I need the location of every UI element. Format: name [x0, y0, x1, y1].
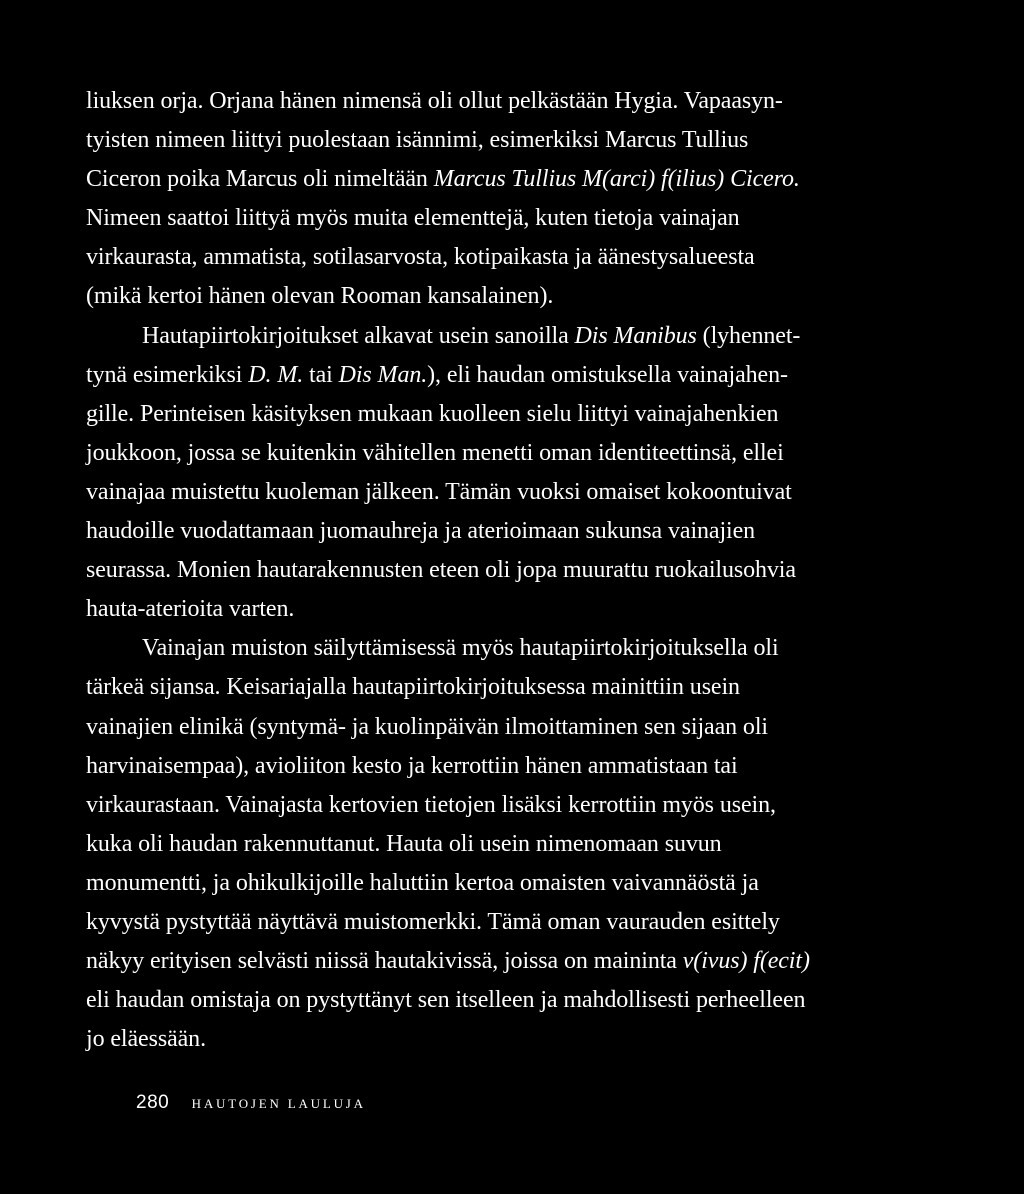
italic-text-run: Marcus Tullius M(arci) f(ilius) Cicero. — [433, 166, 800, 193]
text-run: haudoille vuodattamaan juomauhreja ja aterioimaan sukunsa vainajien — [86, 518, 756, 545]
text-line — [86, 121, 936, 160]
text-line — [86, 395, 936, 434]
text-line — [86, 277, 936, 316]
text-run: tyisten nimeen liittyi puolestaan isännimi, esimerkiksi Marcus Tullius — [86, 127, 749, 154]
text-run: vainajien elinikä (syntymä- ja kuolinpäivän ilmoittaminen sen sijaan oli — [86, 713, 768, 740]
text-run: gille. Perinteisen käsityksen mukaan kuolleen sielu liittyi vainajahenkien — [86, 400, 779, 427]
text-run: liuksen orja. Orjana hänen nimensä oli ollut pelkästään Hygia. Vapaasyn- — [86, 88, 783, 114]
text-run: (mikä kertoi hänen olevan Rooman kansalainen). — [86, 283, 554, 310]
text-line — [86, 82, 936, 121]
text-run: eli haudan omistaja on pystyttänyt sen itselleen ja mahdollisesti perheelleen — [86, 987, 806, 1014]
text-run: Hautapiirtokirjoitukset alkavat usein sanoilla — [142, 322, 575, 349]
text-run: virkaurasta, ammatista, sotilasarvosta, kotipaikasta ja äänestysalueesta — [86, 244, 755, 271]
text-line — [86, 981, 936, 1020]
text-line — [86, 160, 936, 199]
text-line — [86, 512, 936, 551]
text-line — [86, 317, 936, 356]
italic-text-run: v(ivus) f(ecit) — [682, 948, 810, 975]
text-line — [86, 199, 936, 238]
text-run: joukkoon, jossa se kuitenkin vähitellen menetti oman identiteettinsä, ellei — [86, 439, 784, 466]
text-run: (lyhennet- — [696, 322, 801, 349]
page-footer — [136, 1092, 366, 1114]
text-run: kyvystä pystyttää näyttävä muistomerkki. Tämä oman vaurauden esittely — [86, 908, 780, 935]
text-run: Nimeen saattoi liittyä myös muita elementtejä, kuten tietoja vainajan — [86, 205, 740, 232]
text-run: tynä esimerkiksi — [86, 361, 249, 388]
text-run: tai — [303, 361, 339, 388]
text-line — [86, 668, 936, 707]
text-run: jo eläessään. — [86, 1026, 206, 1053]
text-line — [86, 356, 936, 395]
text-line — [86, 590, 936, 629]
paragraph — [86, 317, 936, 630]
text-run: seurassa. Monien hautarakennusten eteen oli jopa muurattu ruokailusohvia — [86, 557, 796, 584]
italic-text-run: Dis Manibus — [574, 322, 697, 349]
text-line — [86, 903, 936, 942]
text-run: ), eli haudan omistuksella vainajahen- — [427, 361, 788, 388]
text-run: monumentti, ja ohikulkijoille haluttiin kertoa omaisten vaivannäöstä ja — [86, 869, 759, 896]
text-line — [86, 1020, 936, 1059]
text-run: Vainajan muiston säilyttämisessä myös hautapiirtokirjoituksella oli — [142, 635, 779, 662]
paragraph — [86, 82, 936, 317]
body-text — [86, 82, 936, 1059]
text-line — [86, 551, 936, 590]
italic-text-run: D. M. — [248, 361, 304, 388]
text-line — [86, 942, 936, 981]
text-run: hauta-aterioita varten. — [86, 596, 295, 623]
text-run: Ciceron poika Marcus oli nimeltään — [86, 166, 434, 193]
text-line — [86, 864, 936, 903]
text-line — [86, 238, 936, 277]
page-number: 280 — [136, 1092, 170, 1113]
running-title: HAUTOJEN LAULUJA — [191, 1096, 366, 1111]
text-run: tärkeä sijansa. Keisariajalla hautapiirtokirjoituksessa mainittiin usein — [86, 674, 740, 701]
text-line — [86, 629, 936, 668]
text-run: vainajaa muistettu kuoleman jälkeen. Tämän vuoksi omaiset kokoontuivat — [86, 478, 792, 505]
text-line — [86, 434, 936, 473]
text-line — [86, 708, 936, 747]
text-run: näkyy erityisen selvästi niissä hautakivissä, joissa on maininta — [86, 948, 683, 975]
text-line — [86, 825, 936, 864]
text-run: kuka oli haudan rakennuttanut. Hauta oli usein nimenomaan suvun — [86, 830, 722, 857]
text-line — [86, 747, 936, 786]
text-run: harvinaisempaa), avioliiton kesto ja kerrottiin hänen ammatistaan tai — [86, 752, 738, 779]
text-line — [86, 473, 936, 512]
paragraph — [86, 629, 936, 1059]
text-line — [86, 786, 936, 825]
text-run: virkaurastaan. Vainajasta kertovien tietojen lisäksi kerrottiin myös usein, — [86, 791, 776, 818]
italic-text-run: Dis Man. — [338, 361, 428, 388]
